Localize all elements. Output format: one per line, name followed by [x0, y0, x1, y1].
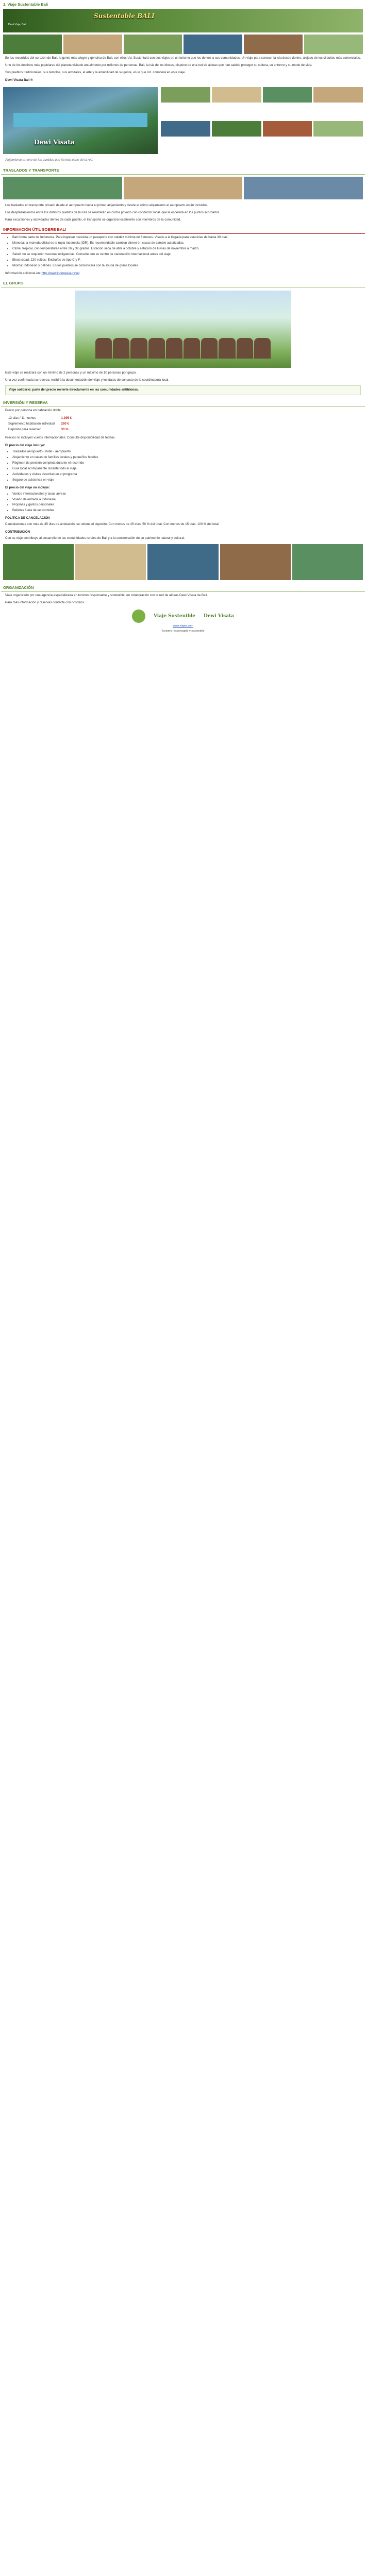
info-item: • Electricidad: 220 voltios. Enchufes de tipo C y F. [12, 258, 361, 263]
photo [75, 544, 146, 580]
intro-paragraph: Sus pueblos tradicionales, sus templos, sus arrozales, el arte y la amabilidad de su gente, es lo que Ud. conocerá en este viaje. [5, 70, 186, 74]
group-highlight-text: Viaje solidario: parte del precio revierte directamente en las comunidades anfitrionas. [9, 387, 139, 392]
dewi-section [3, 87, 363, 154]
group-paragraph: Este viaje se realizará con un mínimo de 2 personas y un máximo de 10 personas por grupo. [5, 370, 137, 375]
excludes-item: • Vuelos internacionales y tasas aéreas [12, 492, 361, 497]
includes-item: • Guía local acompañante durante todo el viaje [12, 467, 361, 471]
info-item: • Moneda: la moneda oficial es la rupia indonesia (IDR). Es recomendable cambiar dinero en casas de cambio autorizadas. [12, 241, 361, 246]
org-contact: Para más información y reservas contacte con nosotros. [5, 601, 85, 605]
people-silhouettes [95, 338, 271, 359]
resort-photo-label: Dewi Visata [34, 138, 75, 146]
section-title-org: ORGANIZACIÓN [1, 583, 365, 592]
price-value: 1.395 € [61, 416, 72, 420]
thumbnail-grid [161, 87, 363, 154]
excludes-item: • Visado de entrada a Indonesia [12, 498, 361, 502]
photo [3, 35, 62, 54]
includes-item: • Alojamiento en casas de familias locales y pequeños hoteles [12, 455, 361, 460]
cancel-title: POLÍTICA DE CANCELACIÓN [5, 516, 50, 520]
hero-banner [3, 9, 363, 32]
info-list [12, 235, 361, 268]
section-title-booking: INVERSIÓN Y RESERVA [1, 398, 365, 407]
photo [220, 544, 291, 580]
cancel-text: Cancelaciones con más de 45 días de antelación: se retiene el depósito. Con menos de 45 días: 50 % del total. Con menos de 15 días: 100 % del total. [5, 522, 220, 527]
photo [124, 35, 182, 54]
thumbnail [212, 87, 261, 103]
booking-note: Precios no incluyen vuelos internacionales. Consulte disponibilidad de fechas. [5, 435, 115, 439]
transport-paragraph: Los traslados en transporte privado desde el aeropuerto hasta el primer alojamiento y desde el último alojamiento al aeropuerto están incluidos. [5, 203, 208, 207]
photo [304, 35, 363, 54]
intro-paragraph: Uno de los destinos más populares del planeta visitado anualmente por millones de personas. Bali, la isla de los dioses, dispone de una red de aldeas que han sabido proteger su cultura, su entorno y su modo de vida. [5, 63, 312, 67]
includes-title: El precio del viaje incluye: [5, 443, 45, 447]
transport-paragraph: Para excursiones y actividades dentro de cada pueblo, el transporte se organiza localmente con miembros de la comunidad. [5, 217, 181, 222]
photo [63, 35, 122, 54]
newsletter-page [1, 2, 365, 634]
footer-web[interactable]: www.viajes.com [173, 624, 193, 628]
info-web [5, 272, 361, 276]
price-row [5, 416, 75, 421]
includes-item: • Actividades y visitas descritas en el programa [12, 472, 361, 477]
pool-shape [13, 113, 147, 127]
thumbnail [161, 121, 210, 137]
price-value: 30 % [61, 427, 69, 431]
photo [3, 177, 122, 199]
photo [124, 177, 243, 199]
brand-right: Dewi Visata [204, 613, 234, 619]
thumbnail [263, 87, 312, 103]
photo-gallery [3, 35, 363, 54]
info-item: • Clima: tropical, con temperaturas entre 26 y 32 grados. Estación seca de abril a octubre y estación de lluvias de noviembre a marzo. [12, 247, 361, 251]
excludes-item: • Bebidas fuera de las comidas [12, 509, 361, 513]
includes-item: • Traslados aeropuerto - hotel - aeropuerto [12, 450, 361, 454]
price-row [5, 427, 75, 433]
footer-photos [3, 544, 363, 580]
thumbnail [313, 87, 363, 103]
thumbnail [263, 121, 312, 137]
footer-line: Turismo responsable y sostenible [161, 630, 205, 633]
photo [3, 544, 74, 580]
group-highlight [5, 385, 361, 395]
includes-list [12, 450, 361, 483]
info-item: • Salud: no se requieren vacunas obligatorias. Consulte con su centro de vacunación internacional antes del viaje. [12, 252, 361, 257]
price-label: Depósito para reservar [8, 427, 41, 431]
dewi-caption: Alojamiento en uno de los pueblos que forman parte de la red. [5, 158, 93, 162]
section-title-info: INFORMACIÓN ÚTIL SOBRE BALI [1, 225, 365, 234]
photo [184, 35, 242, 54]
resort-photo [3, 87, 158, 154]
includes-item: • Seguro de asistencia en viaje [12, 478, 361, 483]
brand-logo-icon [132, 609, 145, 623]
transport-paragraph: Los desplazamientos entre los distintos pueblos de la ruta se realizarán en coche privado con conductor local, que le esperará en los puntos acordados. [5, 210, 221, 214]
thumbnail [161, 87, 210, 103]
thumbnail [313, 121, 363, 137]
info-web-text: Información adicional en: [5, 271, 41, 275]
transport-photos [3, 177, 363, 199]
contrib-title: CONTRIBUCIÓN [5, 530, 30, 534]
price-label: 12 días / 11 noches [8, 416, 36, 420]
photo [244, 177, 363, 199]
info-web-link[interactable]: http://www.indonesia.travel [41, 271, 80, 275]
thumbnail [212, 121, 261, 137]
booking-intro: Precio por persona en habitación doble: [5, 408, 62, 412]
photo [244, 35, 303, 54]
group-paragraph: Una vez confirmada su reserva, recibirá la documentación del viaje y los datos de contacto de la coordinadora local. [5, 378, 170, 382]
photo [147, 544, 218, 580]
photo [292, 544, 363, 580]
org-text: Viaje organizado por una agencia especializada en turismo responsable y sostenible, en colaboración con la red de aldeas Dewi Visata de Bali. [5, 594, 208, 598]
intro-paragraph: En los recorridos del corazón de Bali, la gente más alegre y genuina de Bali, con ellos Ud. Sustentará con sus viajes en un turismo que les de voz a sus comunidades. Un viaje para conocer la isla desde dentro, alejado de los circuitos más comerciales. [5, 56, 361, 60]
contrib-text: Con su viaje contribuye al desarrollo de las comunidades rurales de Bali y a la conservación de su patrimonio natural y cultural. [5, 536, 185, 540]
page-title: 1. Viaje Sustentable Bali [3, 2, 48, 7]
excludes-item: • Propinas y gastos personales [12, 503, 361, 507]
price-row [5, 421, 75, 427]
info-item: • Bali forma parte de Indonesia. Para ingresar necesita un pasaporte con validez mínima de 6 meses. Visado a la llegada para estancias de hasta 30 días. [12, 235, 361, 240]
brand-left: Viaje Sostenible [153, 613, 196, 619]
price-table [5, 416, 75, 433]
dewi-title: Dewi Visata Bali ® [5, 78, 33, 82]
logo-row [1, 609, 365, 623]
price-label: Suplemento habitación individual [8, 421, 55, 426]
section-title-transport: TRASLADOS Y TRANSPORTE [1, 166, 365, 175]
section-title-group: EL GRUPO [1, 279, 365, 287]
hero-banner-text: Sustentable BALI [94, 12, 155, 20]
excludes-title: El precio del viaje no incluye: [5, 485, 50, 489]
includes-item: • Régimen de pensión completa durante el recorrido [12, 461, 361, 466]
info-item: • Idioma: indonesio y balinés. En los pueblos se comunicará con la ayuda de guías locales. [12, 264, 361, 268]
excludes-list [12, 492, 361, 514]
group-photo [75, 291, 291, 368]
price-value: 280 € [61, 421, 69, 426]
hero-subtitle: Dewi Viaje, Bali [8, 23, 26, 26]
